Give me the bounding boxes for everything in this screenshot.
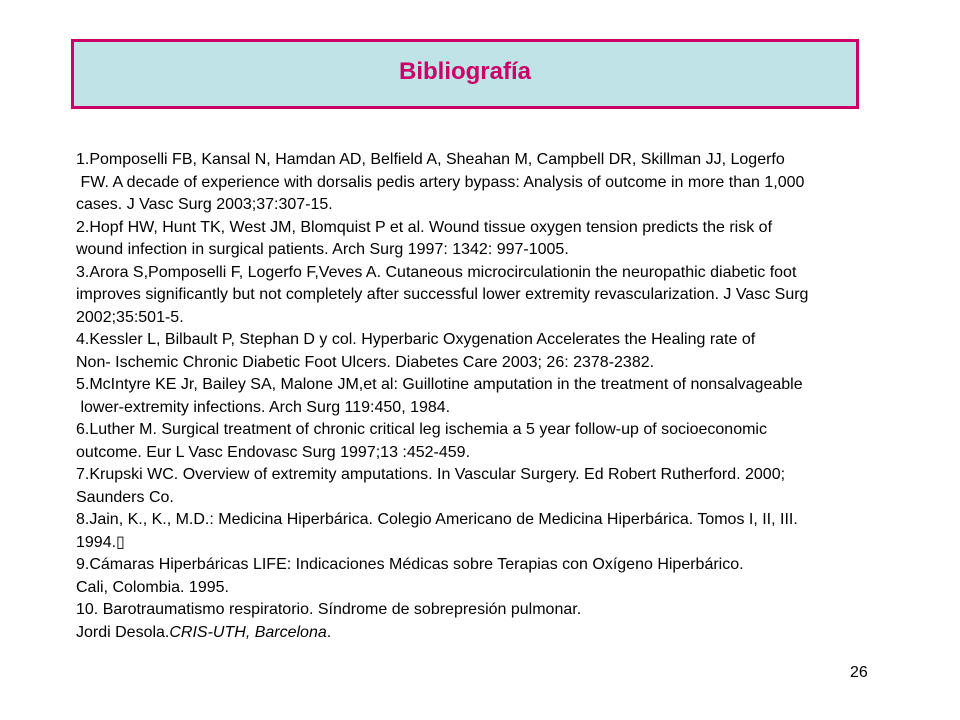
reference-3: [76, 262, 936, 330]
reference-line: wound infection in surgical patients. Arch Surg 1997: 1342: 997-1005.: [76, 241, 569, 258]
reference-line: 1994.▯: [76, 533, 125, 551]
reference-line: 1.Pomposelli FB, Kansal N, Hamdan AD, Belfield A, Sheahan M, Campbell DR, Skillman JJ, Logerfo: [76, 151, 785, 168]
reference-line: 5.McIntyre KE Jr, Bailey SA, Malone JM,et al: Guillotine amputation in the treatment of nonsalvageable: [76, 376, 803, 393]
reference-line: lower-extremity infections. Arch Surg 119:450, 1984.: [76, 398, 451, 416]
reference-author: Jordi Desola.: [76, 623, 170, 641]
reference-1: [76, 149, 936, 217]
reference-line: Cali, Colombia. 1995.: [76, 578, 229, 596]
reference-2: [76, 217, 936, 262]
reference-line: 3.Arora S,Pomposelli F, Logerfo F,Veves A. Cutaneous microcirculationin the neuropathic diabetic foot: [76, 263, 797, 281]
reference-line: 2002;35:501-5.: [76, 308, 184, 326]
reference-line: 10. Barotraumatismo respiratorio. Síndrome de sobrepresión pulmonar.: [76, 601, 582, 618]
reference-line: [76, 622, 936, 645]
reference-line: 7.Krupski WC. Overview of extremity amputations. In Vascular Surgery. Ed Robert Rutherford. 2000;: [76, 466, 786, 483]
slide-title: Bibliografía: [398, 58, 531, 85]
reference-list: [76, 149, 936, 644]
reference-line: 9.Cámaras Hiperbáricas LIFE: Indicaciones Médicas sobre Terapias con Oxígeno Hiperbárico.: [76, 556, 744, 573]
reference-line: Non- Ischemic Chronic Diabetic Foot Ulcers. Diabetes Care 2003; 26: 2378-2382.: [76, 353, 655, 371]
title-box: [71, 39, 859, 109]
reference-line: 8.Jain, K., K., M.D.: Medicina Hiperbárica. Colegio Americano de Medicina Hiperbárica. Tomos I, II, III.: [76, 511, 798, 528]
reference-line: 6.Luther M. Surgical treatment of chronic critical leg ischemia a 5 year follow-up of socioeconomic: [76, 421, 767, 438]
reference-line: improves significantly but not completely after successful lower extremity revascularization. J Vasc Surg: [76, 286, 809, 303]
reference-line: FW. A decade of experience with dorsalis pedis artery bypass: Analysis of outcome in more than 1,000: [76, 173, 805, 191]
reference-period: .: [326, 623, 332, 641]
reference-10: [76, 599, 936, 644]
reference-line: Saunders Co.: [76, 488, 174, 506]
reference-5: [76, 374, 936, 419]
reference-line: 4.Kessler L, Bilbault P, Stephan D y col. Hyperbaric Oxygenation Accelerates the Healing rate of: [76, 331, 756, 348]
reference-8: [76, 509, 936, 554]
reference-line: 2.Hopf HW, Hunt TK, West JM, Blomquist P et al. Wound tissue oxygen tension predicts the risk of: [76, 218, 773, 236]
reference-line: outcome. Eur L Vasc Endovasc Surg 1997;13 :452-459.: [76, 443, 471, 461]
reference-line: cases. J Vasc Surg 2003;37:307-15.: [76, 196, 333, 213]
reference-7: [76, 464, 936, 509]
reference-institution: CRIS-UTH, Barcelona: [169, 623, 327, 641]
page-number: 26: [850, 664, 868, 681]
reference-6: [76, 419, 936, 464]
reference-9: [76, 554, 936, 599]
reference-4: [76, 329, 936, 374]
